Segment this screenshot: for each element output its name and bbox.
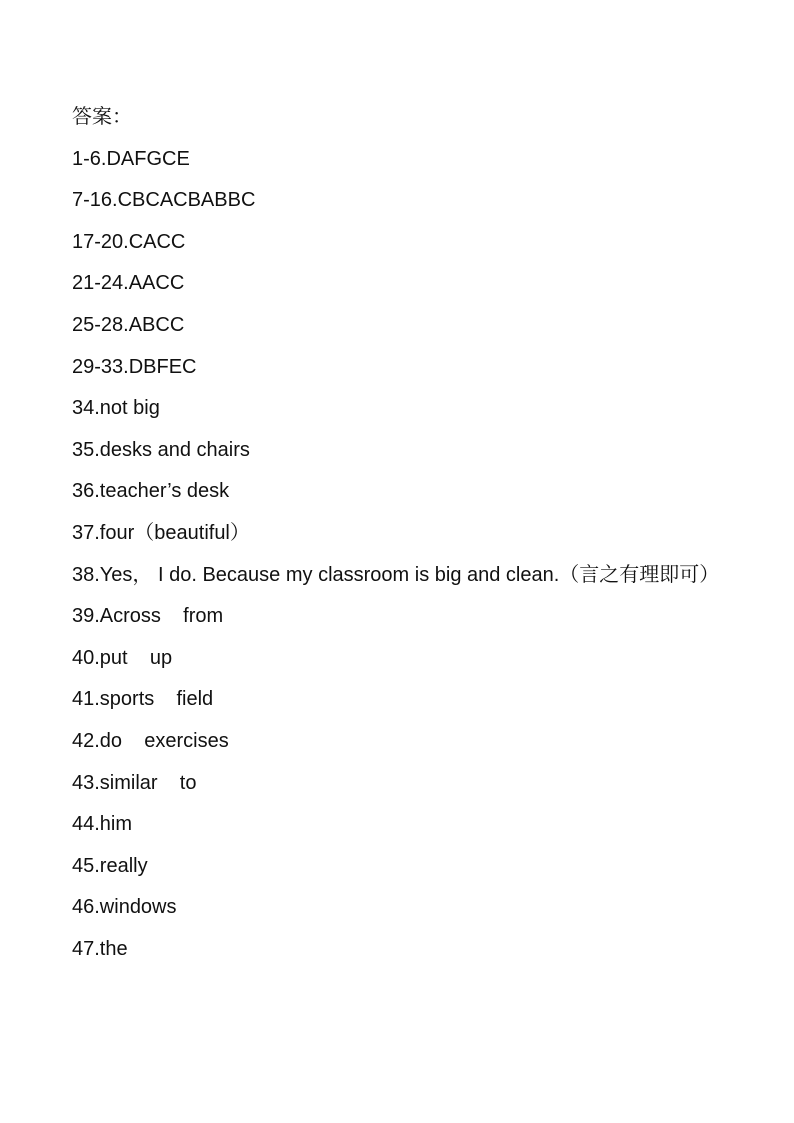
answer-line: 42.do exercises	[72, 729, 229, 752]
answer-line: 21-24.AACC	[72, 272, 185, 295]
answer-line: 44.him	[72, 813, 133, 836]
answer-line: 35.desks and chairs	[72, 438, 250, 461]
answer-key	[72, 97, 727, 970]
answer-line: 41.sports field	[72, 688, 214, 711]
answer-line: 25-28.ABCC	[72, 313, 185, 336]
answer-line: 1-6.DAFGCE	[72, 147, 190, 170]
answer-line: 40.put up	[72, 646, 173, 669]
answer-line: 46.windows	[72, 896, 177, 919]
answer-line: 37.four（beautiful）	[72, 521, 250, 544]
answer-heading: 答案：	[72, 106, 132, 128]
answer-line: 47.the	[72, 937, 128, 960]
answer-line: 38.Yes， I do. Because my classroom is big and clean.（言之有理即可）	[72, 563, 720, 586]
answer-line: 39.Across from	[72, 605, 224, 628]
answer-line: 45.really	[72, 854, 148, 877]
answer-line: 36.teacher’s desk	[72, 480, 230, 503]
answer-line: 43.similar to	[72, 771, 197, 794]
answer-line: 17-20.CACC	[72, 230, 186, 253]
answer-line: 29-33.DBFEC	[72, 355, 197, 378]
answer-line: 7-16.CBCACBABBC	[72, 189, 256, 212]
answer-line: 34.not big	[72, 397, 160, 420]
